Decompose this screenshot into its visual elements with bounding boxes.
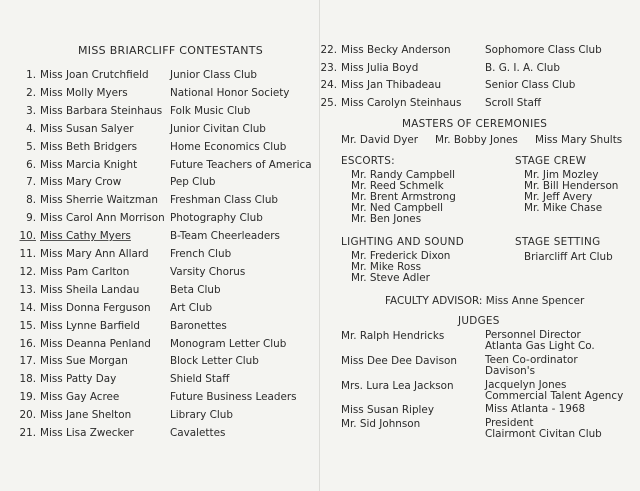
contestant-name: Miss Julia Boyd bbox=[341, 61, 419, 74]
contestant-club: Shield Staff bbox=[170, 373, 230, 386]
contestant-number: 14. bbox=[19, 301, 36, 314]
contestant-club: Pep Club bbox=[170, 176, 216, 189]
contestant-club: Home Economics Club bbox=[170, 140, 287, 153]
contestant-name: Miss Sheila Landau bbox=[40, 283, 140, 296]
contestant-club: Freshman Class Club bbox=[170, 194, 278, 207]
contestant-name: Miss Mary Ann Allard bbox=[40, 248, 149, 260]
contestants-title: MISS BRIARCLIFF CONTESTANTS bbox=[78, 44, 264, 57]
faculty-advisor: FACULTY ADVISOR: Miss Anne Spencer bbox=[385, 295, 585, 307]
contestant-number: 10. bbox=[19, 230, 36, 243]
contestant-name: Miss Molly Myers bbox=[40, 86, 128, 99]
contestant-name: Miss Joan Crutchfield bbox=[40, 69, 149, 81]
judge-position bbox=[485, 330, 595, 352]
contestant-row bbox=[306, 44, 626, 62]
contestant-name: Miss Cathy Myers bbox=[40, 230, 131, 243]
contestant-name: Miss Carolyn Steinhaus bbox=[341, 97, 462, 110]
crew-member: Mr. Mike Chase bbox=[524, 202, 603, 214]
judge-position-line: Davison's bbox=[485, 365, 536, 377]
contestant-number: 11. bbox=[19, 248, 36, 260]
contestant-name: Miss Sherrie Waitzman bbox=[40, 194, 158, 207]
master-2: Mr. Bobby Jones bbox=[435, 134, 518, 146]
contestant-number: 18. bbox=[19, 373, 36, 386]
contestant-row bbox=[0, 409, 320, 427]
contestant-name: Miss Deanna Penland bbox=[40, 337, 151, 350]
contestant-row bbox=[0, 159, 320, 177]
stage-setting-value: Briarcliff Art Club bbox=[524, 251, 613, 263]
contestant-name: Miss Marcia Knight bbox=[40, 158, 138, 171]
contestant-club: Future Business Leaders bbox=[170, 391, 297, 404]
contestant-number: 19. bbox=[19, 391, 36, 404]
contestant-number: 4. bbox=[26, 122, 36, 135]
contestant-name: Miss Beth Bridgers bbox=[40, 140, 138, 153]
master-1: Mr. David Dyer bbox=[341, 134, 419, 146]
contestant-row bbox=[0, 391, 320, 409]
judge-position-line: Miss Atlanta - 1968 bbox=[485, 403, 586, 415]
contestant-name: Miss Susan Salyer bbox=[40, 122, 134, 135]
contestant-row bbox=[306, 97, 626, 115]
contestant-club: Baronettes bbox=[170, 319, 227, 332]
contestant-row bbox=[306, 62, 626, 80]
lighting-member: Mr. Frederick Dixon bbox=[351, 250, 451, 262]
crew-member: Mr. Bill Henderson bbox=[524, 180, 619, 192]
contestant-row bbox=[0, 105, 320, 123]
contestant-row bbox=[0, 284, 320, 302]
contestant-club: B-Team Cheerleaders bbox=[170, 230, 280, 243]
contestant-name: Miss Lynne Barfield bbox=[40, 319, 141, 332]
contestant-number: 20. bbox=[19, 409, 36, 422]
contestant-number: 8. bbox=[26, 194, 36, 207]
escorts-heading: ESCORTS: bbox=[341, 155, 395, 167]
contestant-number: 17. bbox=[19, 355, 36, 368]
contestant-number: 5. bbox=[26, 140, 36, 153]
contestant-club: Scroll Staff bbox=[485, 97, 541, 110]
lighting-member: Mr. Mike Ross bbox=[351, 261, 422, 273]
contestant-club: Beta Club bbox=[170, 283, 221, 296]
contestant-name: Miss Pam Carlton bbox=[40, 265, 130, 278]
contestant-club: B. G. I. A. Club bbox=[485, 61, 560, 74]
contestant-club: Varsity Chorus bbox=[170, 265, 246, 278]
judge-name: Mr. Sid Johnson bbox=[341, 418, 421, 430]
judge-position bbox=[485, 380, 623, 402]
lighting-member: Mr. Steve Adler bbox=[351, 272, 430, 284]
contestant-name: Miss Patty Day bbox=[40, 373, 117, 386]
contestant-name: Miss Lisa Zwecker bbox=[40, 427, 134, 439]
judge-name: Miss Dee Dee Davison bbox=[341, 355, 457, 367]
contestant-club: Block Letter Club bbox=[170, 355, 259, 368]
contestant-row bbox=[0, 194, 320, 212]
crew-member: Mr. Jim Mozley bbox=[524, 169, 599, 181]
judge-position-line: Jacquelyn Jones bbox=[485, 379, 567, 391]
escorts-list bbox=[351, 170, 456, 225]
contestant-number: 1. bbox=[26, 69, 36, 81]
contestant-name: Miss Mary Crow bbox=[40, 176, 122, 189]
contestant-number: 3. bbox=[26, 104, 36, 117]
contestant-number: 6. bbox=[26, 158, 36, 171]
contestant-number: 2. bbox=[26, 86, 36, 99]
stage-setting-heading: STAGE SETTING bbox=[515, 236, 601, 248]
contestant-row bbox=[0, 230, 320, 248]
contestant-row bbox=[0, 320, 320, 338]
masters-heading: MASTERS OF CEREMONIES bbox=[402, 118, 548, 130]
escort: Mr. Randy Campbell bbox=[351, 169, 455, 181]
contestant-club: Folk Music Club bbox=[170, 104, 251, 117]
contestant-club: Art Club bbox=[170, 301, 213, 314]
contestant-row bbox=[0, 373, 320, 391]
contestant-name: Miss Jan Thibadeau bbox=[341, 79, 442, 92]
contestant-number: 9. bbox=[26, 212, 36, 225]
contestant-row bbox=[0, 87, 320, 105]
contestant-name: Miss Becky Anderson bbox=[341, 44, 451, 56]
stage-crew-list bbox=[524, 170, 618, 214]
contestant-row bbox=[0, 176, 320, 194]
stage-crew-heading: STAGE CREW bbox=[515, 155, 587, 167]
contestant-number: 13. bbox=[19, 283, 36, 296]
contestant-club: Monogram Letter Club bbox=[170, 337, 287, 350]
contestant-club: Junior Class Club bbox=[170, 69, 258, 81]
contestant-row bbox=[0, 212, 320, 230]
contestant-number: 24. bbox=[320, 79, 337, 92]
contestant-row bbox=[306, 79, 626, 97]
judge-position bbox=[485, 418, 602, 440]
contestant-row bbox=[0, 248, 320, 266]
judge-position bbox=[485, 404, 585, 415]
judge-position-line: President bbox=[485, 417, 534, 429]
contestant-number: 22. bbox=[320, 44, 337, 56]
judge-position-line: Commercial Talent Agency bbox=[485, 390, 624, 402]
contestant-number: 12. bbox=[19, 265, 36, 278]
judge-position-line: Clairmont Civitan Club bbox=[485, 428, 602, 440]
contestant-row bbox=[0, 123, 320, 141]
escort: Mr. Ben Jones bbox=[351, 213, 422, 225]
judges-heading: JUDGES bbox=[458, 315, 500, 327]
contestant-row bbox=[0, 266, 320, 284]
contestant-name: Miss Carol Ann Morrison bbox=[40, 212, 165, 225]
contestant-name: Miss Gay Acree bbox=[40, 391, 120, 404]
escort: Mr. Reed Schmelk bbox=[351, 180, 444, 192]
judge-position-line: Atlanta Gas Light Co. bbox=[485, 340, 595, 352]
contestant-club: Library Club bbox=[170, 409, 233, 422]
contestant-club: National Honor Society bbox=[170, 86, 290, 99]
contestant-name: Miss Sue Morgan bbox=[40, 355, 128, 368]
master-3: Miss Mary Shults bbox=[535, 134, 623, 146]
contestant-row bbox=[0, 427, 320, 445]
judge-position-line: Personnel Director bbox=[485, 329, 581, 341]
contestant-club: Sophomore Class Club bbox=[485, 44, 602, 56]
contestant-club: Cavalettes bbox=[170, 427, 226, 439]
contestant-row bbox=[0, 355, 320, 373]
contestant-number: 25. bbox=[320, 97, 337, 110]
judge-position-line: Teen Co-ordinator bbox=[485, 354, 578, 366]
contestant-number: 21. bbox=[19, 427, 36, 439]
contestant-club: Junior Civitan Club bbox=[170, 122, 266, 135]
judge-name: Mrs. Lura Lea Jackson bbox=[341, 380, 454, 392]
lighting-heading: LIGHTING AND SOUND bbox=[341, 236, 464, 248]
judge-name: Miss Susan Ripley bbox=[341, 404, 434, 416]
contestant-number: 16. bbox=[19, 337, 36, 350]
judge-position bbox=[485, 355, 578, 377]
contestant-number: 23. bbox=[320, 61, 337, 74]
contestant-name: Miss Donna Ferguson bbox=[40, 301, 151, 314]
contestant-number: 7. bbox=[26, 176, 36, 189]
contestant-row bbox=[0, 141, 320, 159]
judge-name: Mr. Ralph Hendricks bbox=[341, 330, 445, 342]
escort: Mr. Brent Armstrong bbox=[351, 191, 456, 203]
contestant-club: Photography Club bbox=[170, 212, 263, 225]
contestant-name: Miss Barbara Steinhaus bbox=[40, 104, 163, 117]
contestant-row bbox=[0, 69, 320, 87]
contestant-row bbox=[0, 302, 320, 320]
contestant-number: 15. bbox=[19, 319, 36, 332]
escort: Mr. Ned Campbell bbox=[351, 202, 444, 214]
contestant-club: French Club bbox=[170, 248, 232, 260]
contestant-club: Senior Class Club bbox=[485, 79, 576, 92]
lighting-list bbox=[351, 251, 450, 284]
crew-member: Mr. Jeff Avery bbox=[524, 191, 593, 203]
contestant-row bbox=[0, 338, 320, 356]
contestant-club: Future Teachers of America bbox=[170, 158, 312, 171]
contestant-name: Miss Jane Shelton bbox=[40, 409, 132, 422]
